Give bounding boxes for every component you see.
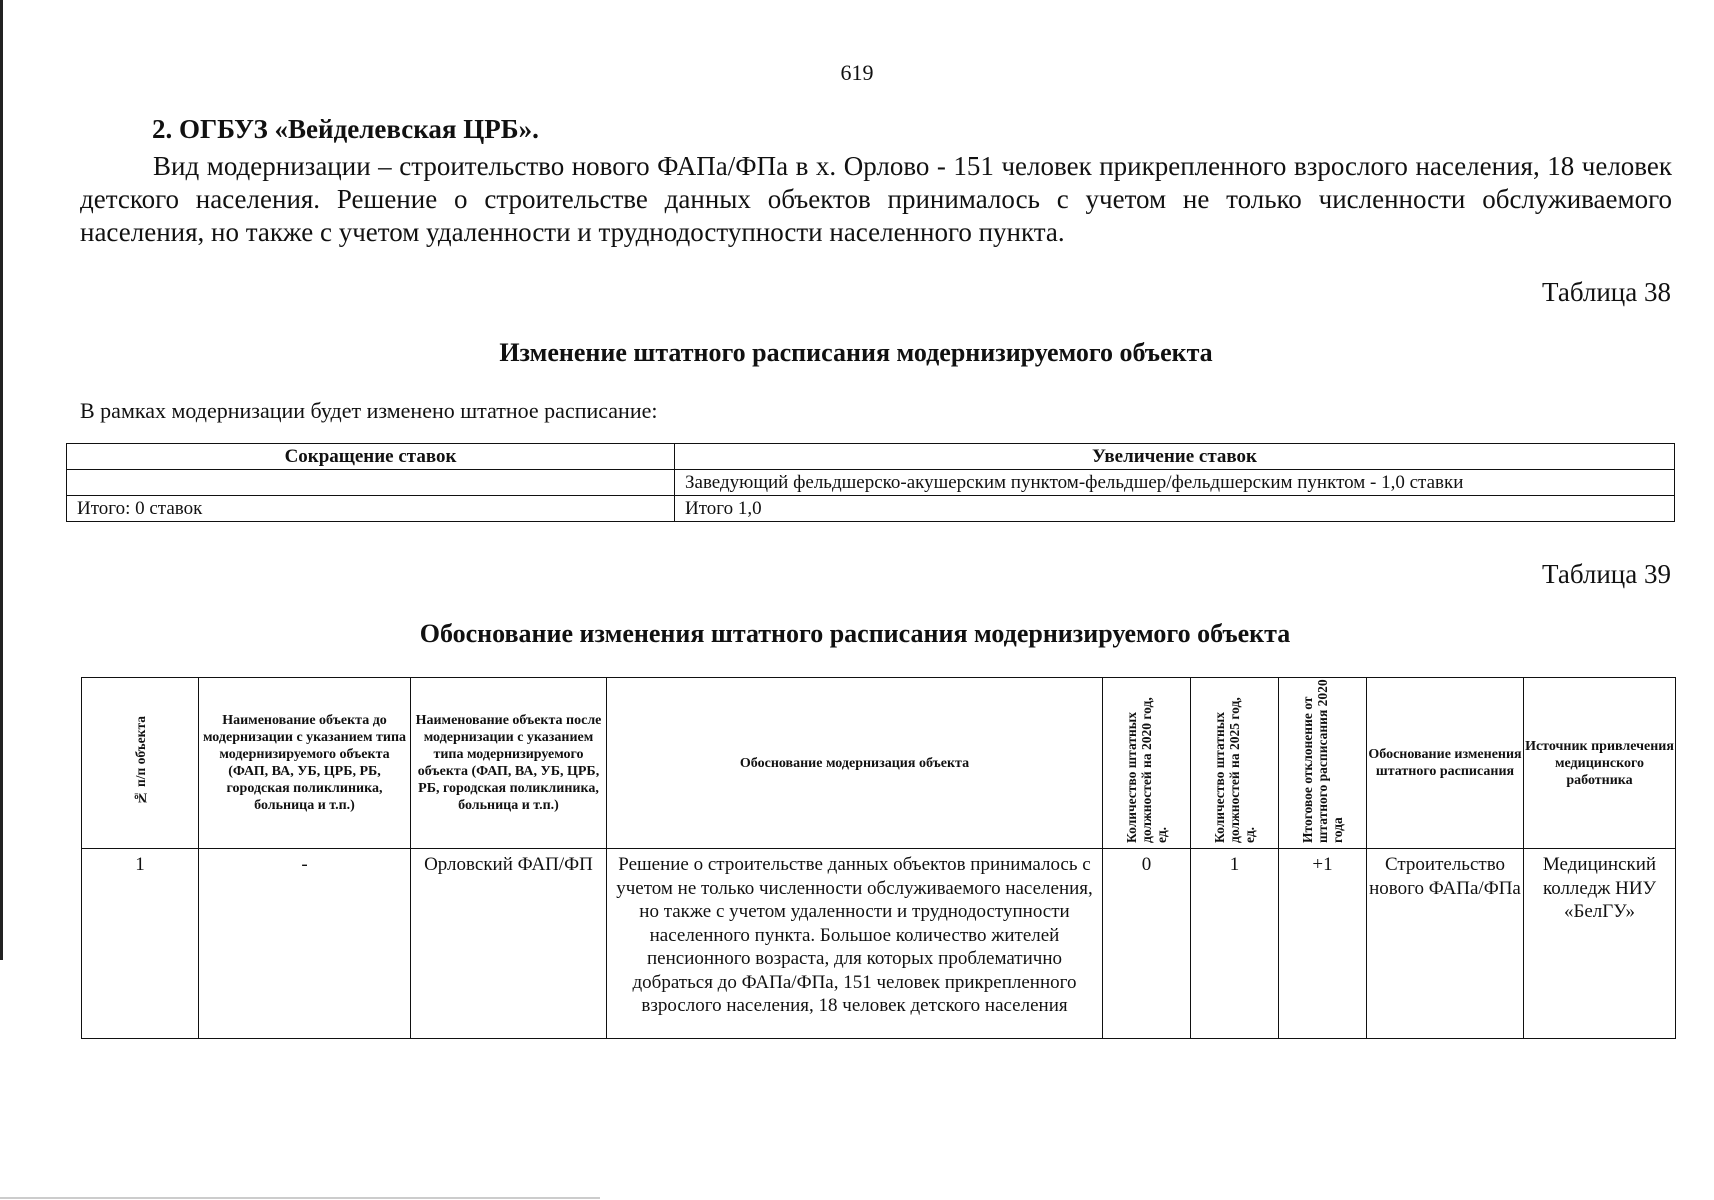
header-object-after: Наименование объекта после модернизации с указанием типа модернизируемого объекта (ФАП, ВА, УБ, ЦРБ, РБ, городская поликлиника, больница и т.п.) <box>411 678 607 849</box>
cell-justification: Решение о строительстве данных объектов принималось с учетом не только численности обслуживаемого населения, но также с учетом удаленности и труднодоступности населенного пункта. Большое количество жителей пенсионного возраста, для которых проблематично добраться до ФАПа/ФПа, 151 человек прикрепленного взрослого населения, 18 человек детского населения <box>607 849 1103 1039</box>
header-object-before: Наименование объекта до модернизации с указанием типа модернизируемого объекта (ФАП, ВА, УБ, ЦРБ, РБ, городская поликлиника, больница и т.п.) <box>199 678 411 849</box>
header-deviation: Итоговое отклонение от штатного расписания 2020 года <box>1279 678 1367 849</box>
cell-count-2025: 1 <box>1191 849 1279 1039</box>
cell-object-before: - <box>199 849 411 1039</box>
table-39-title: Обоснование изменения штатного расписания модернизируемого объекта <box>419 619 1291 648</box>
table-header-row <box>82 678 1676 849</box>
cell-source: Медицинский колледж НИУ «БелГУ» <box>1524 849 1676 1039</box>
table-header-row <box>67 444 1675 470</box>
header-reduction: Сокращение ставок <box>67 444 675 470</box>
table-row <box>67 470 1675 496</box>
header-number: № п/п объекта <box>82 678 199 849</box>
header-justification: Обоснование модернизация объекта <box>607 678 1103 849</box>
page-number: 619 <box>840 60 874 85</box>
table-38-title: Изменение штатного расписания модернизируемого объекта <box>499 338 1213 367</box>
section-heading: 2. ОГБУЗ «Вейделевская ЦРБ». <box>152 114 539 144</box>
table-38-lead: В рамках модернизации будет изменено штатное расписание: <box>80 398 658 423</box>
increase-cell: Заведующий фельдшерско-акушерским пунктом-фельдшер/фельдшерским пунктом - 1,0 ставки <box>675 470 1675 496</box>
header-count-2025: Количество штатных должностей на 2025 год, ед. <box>1191 678 1279 849</box>
table-38-label: Таблица 38 <box>1542 277 1671 307</box>
header-count-2020: Количество штатных должностей на 2020 год, ед. <box>1103 678 1191 849</box>
reduction-total: Итого: 0 ставок <box>67 496 675 522</box>
cell-deviation: +1 <box>1279 849 1367 1039</box>
cell-number: 1 <box>82 849 199 1039</box>
cell-count-2020: 0 <box>1103 849 1191 1039</box>
scan-artifact <box>0 1197 600 1199</box>
scan-edge-line <box>0 0 3 960</box>
reduction-cell <box>67 470 675 496</box>
justification-table <box>81 677 1676 1039</box>
table-row <box>82 849 1676 1039</box>
header-change-justification: Обоснование изменения штатного расписания <box>1367 678 1524 849</box>
cell-change-justification: Строительство нового ФАПа/ФПа <box>1367 849 1524 1039</box>
header-increase: Увеличение ставок <box>675 444 1675 470</box>
increase-total: Итого 1,0 <box>675 496 1675 522</box>
table-39-label: Таблица 39 <box>1542 559 1671 589</box>
cell-object-after: Орловский ФАП/ФП <box>411 849 607 1039</box>
intro-text: Вид модернизации – строительство нового ФАПа/ФПа в х. Орлово - 151 человек прикрепленного взрослого населения, 18 человек детского населения. Решение о строительстве данных объектов принималось с учетом не только численности обслуживаемого населения, но также с учетом удаленности и труднодоступности населенного пункта. <box>80 151 1672 247</box>
intro-paragraph <box>80 150 1672 249</box>
header-source: Источник привлечения медицинского работника <box>1524 678 1676 849</box>
table-row-total <box>67 496 1675 522</box>
staff-change-table <box>66 443 1675 522</box>
